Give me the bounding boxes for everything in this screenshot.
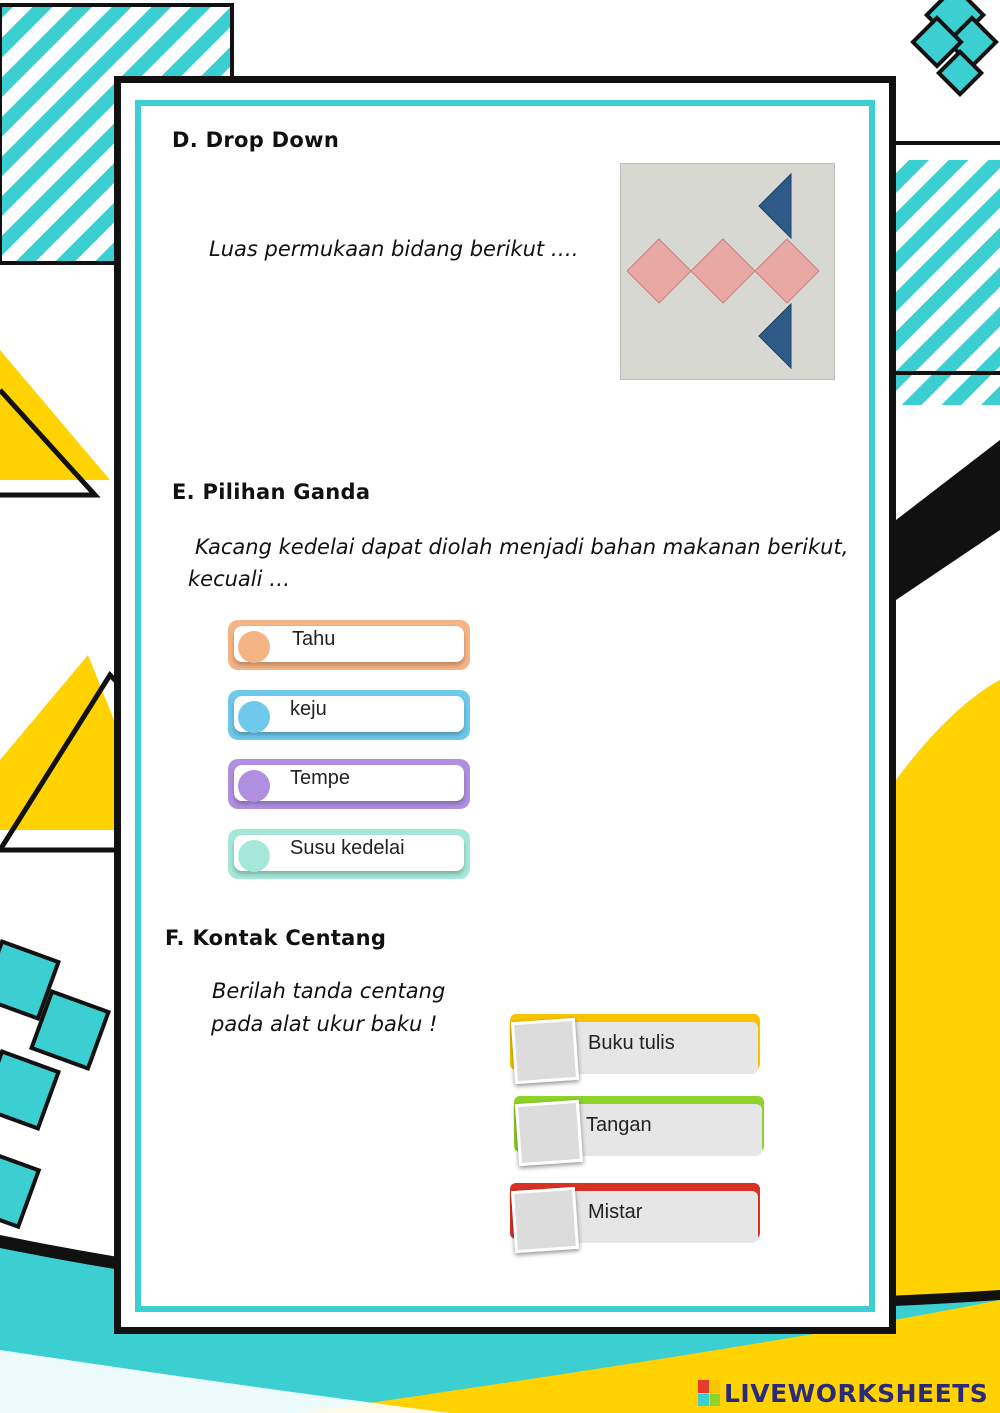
section-f-question-line2: pada alat ukur baku ! (211, 1012, 438, 1036)
checkbox-label: Tangan (586, 1114, 652, 1136)
checkbox[interactable] (511, 1187, 579, 1253)
option-label: keju (290, 698, 327, 720)
checkbox-label: Buku tulis (588, 1032, 675, 1054)
option-keju[interactable] (228, 690, 470, 740)
checkbox-item-mistar[interactable] (510, 1181, 764, 1247)
logo-text: LIVEWORKSHEETS (724, 1378, 989, 1408)
option-label: Tahu (292, 628, 336, 650)
radio-circle-icon (238, 840, 270, 872)
option-susu-kedelai[interactable] (228, 829, 470, 879)
liveworksheets-logo (698, 1378, 988, 1408)
section-e-question-line2: kecuali … (188, 567, 291, 591)
option-tahu[interactable] (228, 620, 470, 670)
section-f-question-line1: Berilah tanda centang (212, 979, 446, 1003)
option-label: Tempe (290, 767, 351, 789)
radio-circle-icon (238, 701, 270, 733)
radio-circle-icon (238, 770, 270, 802)
section-d-title: D. Drop Down (172, 128, 340, 152)
tangram-figure (621, 164, 834, 379)
option-tempe[interactable] (228, 759, 470, 809)
shape-figure-image (620, 163, 835, 380)
checkbox[interactable] (511, 1018, 579, 1084)
radio-circle-icon (238, 631, 270, 663)
logo-badge-icon (698, 1380, 720, 1406)
checkbox-item-tangan[interactable] (514, 1094, 768, 1160)
section-e-question-line1: Kacang kedelai dapat diolah menjadi bahan makanan berikut, (195, 535, 849, 559)
checkbox[interactable] (515, 1100, 583, 1166)
section-e-title: E. Pilihan Ganda (172, 480, 371, 504)
option-label: Susu kedelai (290, 837, 405, 859)
checkbox-item-buku-tulis[interactable] (510, 1012, 764, 1078)
checkbox-label: Mistar (588, 1201, 643, 1223)
section-f-title: F. Kontak Centang (165, 926, 387, 950)
section-d-question: Luas permukaan bidang berikut …. (209, 237, 579, 261)
